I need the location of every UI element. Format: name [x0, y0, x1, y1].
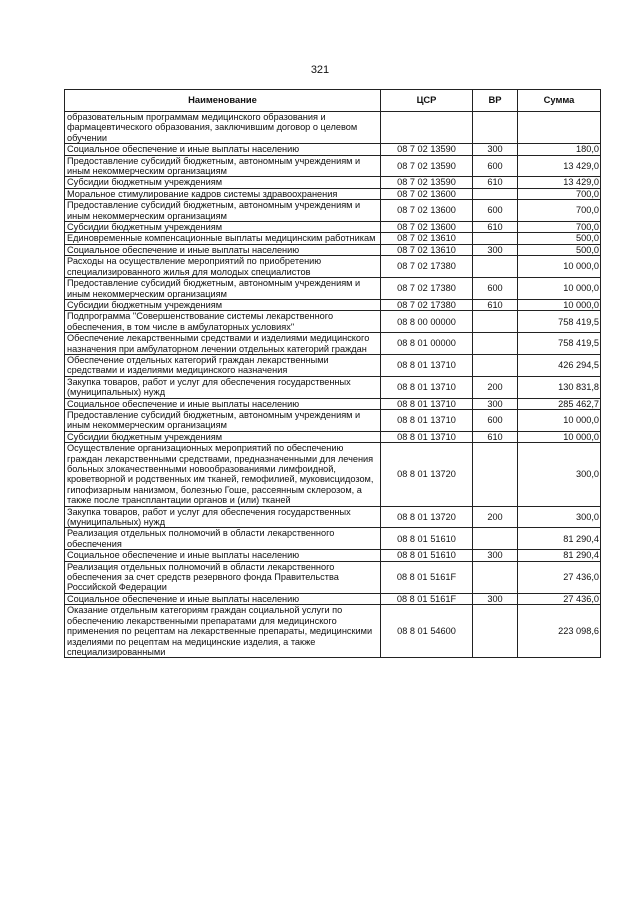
- table-row: [65, 112, 601, 144]
- table-row: [65, 278, 601, 300]
- cell-sum: 10 000,0: [518, 431, 601, 442]
- cell-name: Социальное обеспечение и иные выплаты населению: [65, 593, 381, 604]
- cell-sum: 300,0: [518, 443, 601, 506]
- cell-csr: 08 7 02 13610: [381, 244, 473, 255]
- cell-sum: 10 000,0: [518, 256, 601, 278]
- cell-sum: 10 000,0: [518, 409, 601, 431]
- table-row: [65, 244, 601, 255]
- cell-name: Социальное обеспечение и иные выплаты населению: [65, 244, 381, 255]
- cell-vr: [473, 188, 518, 199]
- cell-name: Закупка товаров, работ и услуг для обеспечения государственных (муниципальных) нужд: [65, 506, 381, 528]
- cell-vr: [473, 112, 518, 144]
- cell-name: Расходы на осуществление мероприятий по приобретению специализированного жилья для молодых специалистов: [65, 256, 381, 278]
- table-row: [65, 593, 601, 604]
- cell-name: Социальное обеспечение и иные выплаты населению: [65, 144, 381, 155]
- page-number: 321: [310, 64, 330, 76]
- budget-table: [64, 89, 601, 658]
- table-row: [65, 443, 601, 506]
- cell-csr: 08 7 02 17380: [381, 256, 473, 278]
- table-row: [65, 144, 601, 155]
- cell-vr: 300: [473, 550, 518, 561]
- cell-csr: 08 8 01 13710: [381, 376, 473, 398]
- table-row: [65, 233, 601, 244]
- table-row: [65, 299, 601, 310]
- cell-sum: 81 290,4: [518, 550, 601, 561]
- cell-vr: [473, 311, 518, 333]
- cell-csr: 08 8 01 5161F: [381, 561, 473, 593]
- table-row: [65, 409, 601, 431]
- cell-vr: 600: [473, 278, 518, 300]
- cell-csr: 08 8 01 13710: [381, 398, 473, 409]
- cell-name: Оказание отдельным категориям граждан социальной услуги по обеспечению лекарственными препаратами для медицинского применения по рецептам на лекарственные препараты, медицинскими изделиями по рецептам на медицинские изделия, а также специализированными: [65, 605, 381, 658]
- column-header-csr: ЦСР: [381, 90, 473, 112]
- cell-name: Подпрограмма "Совершенствование системы лекарственного обеспечения, в том числе в амбулаторных условиях": [65, 311, 381, 333]
- cell-name: образовательным программам медицинского образования и фармацевтического образования, заключившим договор о целевом обучении: [65, 112, 381, 144]
- cell-name: Предоставление субсидий бюджетным, автономным учреждениям и иным некоммерческим организациям: [65, 155, 381, 177]
- cell-csr: 08 8 01 51610: [381, 550, 473, 561]
- table-row: [65, 256, 601, 278]
- cell-sum: 130 831,8: [518, 376, 601, 398]
- table-row: [65, 333, 601, 355]
- cell-sum: 180,0: [518, 144, 601, 155]
- cell-vr: 600: [473, 200, 518, 222]
- cell-vr: 200: [473, 506, 518, 528]
- cell-csr: 08 8 01 13710: [381, 354, 473, 376]
- cell-name: Предоставление субсидий бюджетным, автономным учреждениям и иным некоммерческим организациям: [65, 200, 381, 222]
- cell-vr: [473, 528, 518, 550]
- cell-vr: [473, 354, 518, 376]
- table-row: [65, 155, 601, 177]
- cell-sum: 700,0: [518, 222, 601, 233]
- table-header-row: [65, 90, 601, 112]
- table-row: [65, 200, 601, 222]
- cell-sum: 13 429,0: [518, 177, 601, 188]
- table-row: [65, 550, 601, 561]
- cell-csr: 08 7 02 13600: [381, 200, 473, 222]
- table-row: [65, 398, 601, 409]
- cell-name: Закупка товаров, работ и услуг для обеспечения государственных (муниципальных) нужд: [65, 376, 381, 398]
- cell-csr: 08 8 01 54600: [381, 605, 473, 658]
- cell-csr: 08 7 02 13600: [381, 222, 473, 233]
- cell-csr: 08 8 01 5161F: [381, 593, 473, 604]
- cell-csr: 08 7 02 13610: [381, 233, 473, 244]
- cell-vr: 200: [473, 376, 518, 398]
- table-row: [65, 506, 601, 528]
- cell-vr: 300: [473, 398, 518, 409]
- cell-vr: 610: [473, 299, 518, 310]
- cell-sum: 285 462,7: [518, 398, 601, 409]
- cell-vr: 300: [473, 144, 518, 155]
- cell-vr: 600: [473, 409, 518, 431]
- table-row: [65, 188, 601, 199]
- cell-csr: 08 8 01 51610: [381, 528, 473, 550]
- cell-name: Субсидии бюджетным учреждениям: [65, 177, 381, 188]
- cell-vr: [473, 605, 518, 658]
- table-row: [65, 561, 601, 593]
- cell-name: Предоставление субсидий бюджетным, автономным учреждениям и иным некоммерческим организациям: [65, 409, 381, 431]
- table-row: [65, 431, 601, 442]
- cell-sum: 758 419,5: [518, 333, 601, 355]
- table-row: [65, 311, 601, 333]
- column-header-name: Наименование: [65, 90, 381, 112]
- cell-csr: 08 8 01 13710: [381, 431, 473, 442]
- cell-csr: [381, 112, 473, 144]
- cell-sum: 500,0: [518, 233, 601, 244]
- cell-name: Осуществление организационных мероприятий по обеспечению граждан лекарственными средствами, предназначенными для лечения больных злокачественными новообразованиями лимфоидной, кроветворной и родственных им тканей, гемофилией, муковисцидозом, гипофизарным нанизмом, болезнью Гоше, рассеянным склерозом, а также после трансплантации органов и (или) тканей: [65, 443, 381, 506]
- cell-name: Социальное обеспечение и иные выплаты населению: [65, 550, 381, 561]
- cell-vr: 600: [473, 155, 518, 177]
- cell-vr: [473, 561, 518, 593]
- cell-vr: 610: [473, 177, 518, 188]
- cell-sum: 700,0: [518, 200, 601, 222]
- cell-name: Реализация отдельных полномочий в области лекарственного обеспечения: [65, 528, 381, 550]
- cell-name: Субсидии бюджетным учреждениям: [65, 299, 381, 310]
- cell-csr: 08 7 02 17380: [381, 299, 473, 310]
- table-row: [65, 354, 601, 376]
- cell-sum: 10 000,0: [518, 278, 601, 300]
- column-header-sum: Сумма: [518, 90, 601, 112]
- cell-name: Моральное стимулирование кадров системы здравоохранения: [65, 188, 381, 199]
- cell-sum: 700,0: [518, 188, 601, 199]
- cell-csr: 08 7 02 13590: [381, 144, 473, 155]
- cell-sum: 500,0: [518, 244, 601, 255]
- cell-csr: 08 8 01 13720: [381, 443, 473, 506]
- cell-csr: 08 8 00 00000: [381, 311, 473, 333]
- cell-csr: 08 8 01 00000: [381, 333, 473, 355]
- cell-name: Обеспечение отдельных категорий граждан лекарственными средствами и изделиями медицинского назначения: [65, 354, 381, 376]
- table-row: [65, 376, 601, 398]
- cell-name: Реализация отдельных полномочий в области лекарственного обеспечения за счет средств резервного фонда Правительства Российской Федерации: [65, 561, 381, 593]
- cell-vr: [473, 333, 518, 355]
- cell-sum: 13 429,0: [518, 155, 601, 177]
- cell-sum: 758 419,5: [518, 311, 601, 333]
- cell-csr: 08 7 02 13600: [381, 188, 473, 199]
- cell-name: Субсидии бюджетным учреждениям: [65, 222, 381, 233]
- cell-name: Единовременные компенсационные выплаты медицинским работникам: [65, 233, 381, 244]
- cell-vr: [473, 256, 518, 278]
- cell-sum: 27 436,0: [518, 593, 601, 604]
- table-row: [65, 177, 601, 188]
- table-row: [65, 222, 601, 233]
- cell-sum: [518, 112, 601, 144]
- cell-sum: 10 000,0: [518, 299, 601, 310]
- cell-name: Субсидии бюджетным учреждениям: [65, 431, 381, 442]
- cell-csr: 08 7 02 13590: [381, 177, 473, 188]
- cell-csr: 08 7 02 13590: [381, 155, 473, 177]
- cell-vr: 610: [473, 431, 518, 442]
- cell-csr: 08 8 01 13720: [381, 506, 473, 528]
- cell-sum: 223 098,6: [518, 605, 601, 658]
- table-body: [65, 112, 601, 658]
- cell-sum: 81 290,4: [518, 528, 601, 550]
- cell-vr: 610: [473, 222, 518, 233]
- cell-vr: 300: [473, 593, 518, 604]
- table-row: [65, 528, 601, 550]
- cell-vr: [473, 443, 518, 506]
- cell-vr: [473, 233, 518, 244]
- table-row: [65, 605, 601, 658]
- cell-csr: 08 8 01 13710: [381, 409, 473, 431]
- cell-csr: 08 7 02 17380: [381, 278, 473, 300]
- cell-vr: 300: [473, 244, 518, 255]
- cell-sum: 27 436,0: [518, 561, 601, 593]
- cell-sum: 426 294,5: [518, 354, 601, 376]
- cell-name: Социальное обеспечение и иные выплаты населению: [65, 398, 381, 409]
- column-header-vr: ВР: [473, 90, 518, 112]
- cell-name: Предоставление субсидий бюджетным, автономным учреждениям и иным некоммерческим организациям: [65, 278, 381, 300]
- cell-sum: 300,0: [518, 506, 601, 528]
- cell-name: Обеспечение лекарственными средствами и изделиями медицинского назначения при амбулаторном лечении отдельных категорий граждан: [65, 333, 381, 355]
